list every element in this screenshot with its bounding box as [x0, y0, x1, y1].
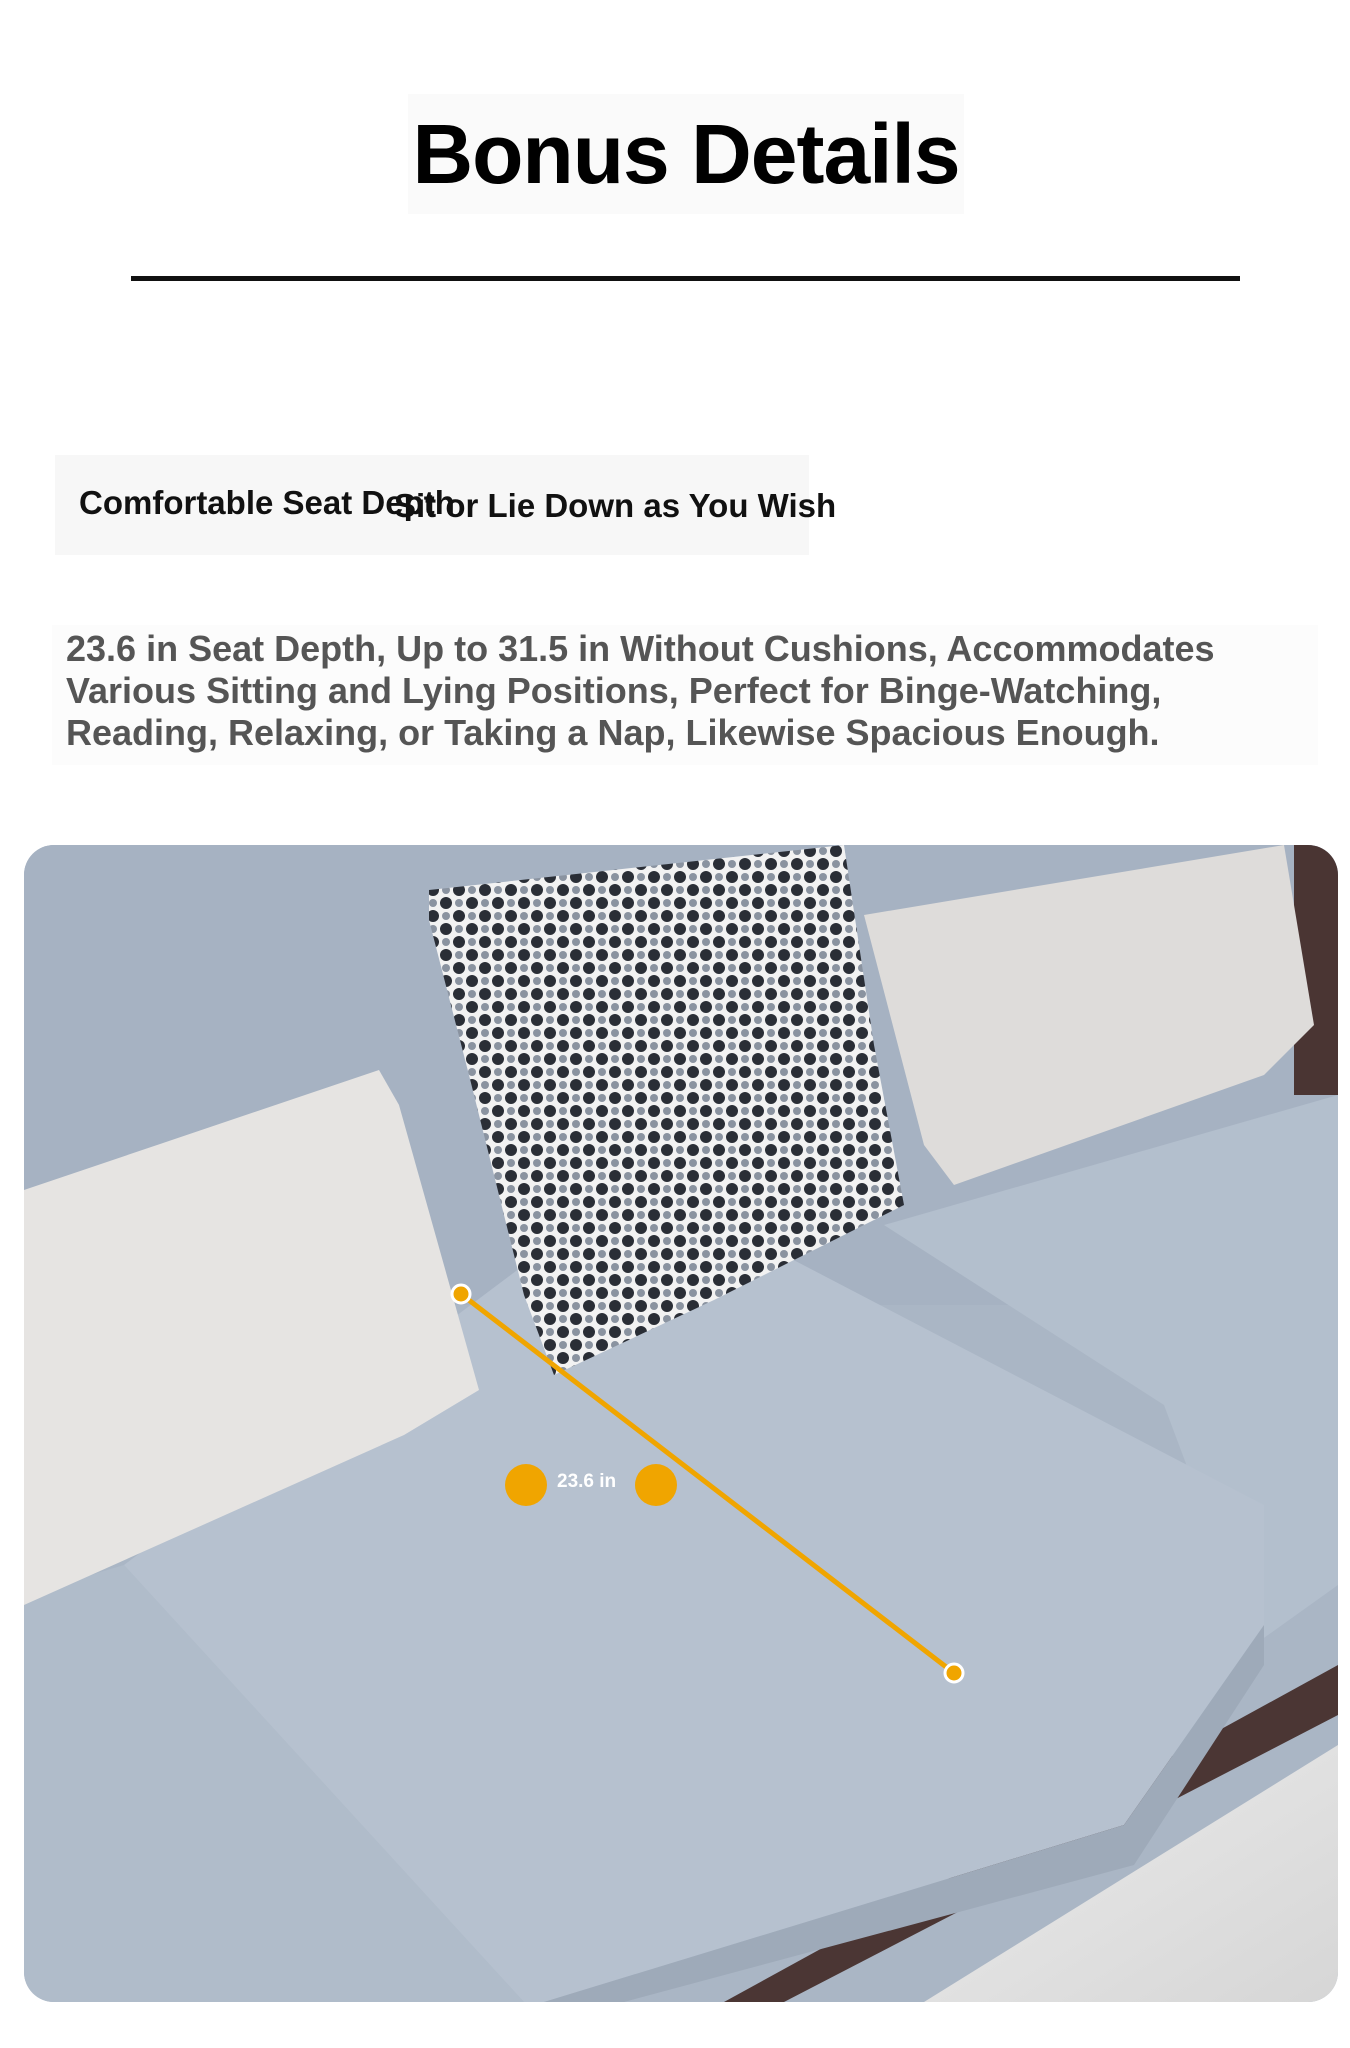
sofa-illustration	[24, 845, 1338, 2002]
measurement-start-dot	[452, 1285, 470, 1303]
sofa-product-photo	[24, 845, 1338, 2002]
feature-label-sit-or-lie: Sit or Lie Down as You Wish	[394, 487, 837, 524]
feature-label-seat-depth: Comfortable Seat Depth	[79, 484, 455, 521]
measurement-label: 23.6 in	[557, 1471, 617, 1492]
title-divider	[131, 276, 1240, 281]
page-title: Bonus Details	[412, 106, 960, 201]
measurement-end-dot	[945, 1664, 963, 1682]
measurement-badge-left	[505, 1464, 547, 1506]
feature-description: 23.6 in Seat Depth, Up to 31.5 in Without Cushions, Accommodates Various Sitting and Lying Positions, Perfect for Binge-Watching, Reading, Relaxing, or Taking a Nap, Likewise Spacious Enough.	[66, 628, 1215, 753]
measurement-badge-right	[635, 1464, 677, 1506]
title-banner	[408, 94, 964, 214]
